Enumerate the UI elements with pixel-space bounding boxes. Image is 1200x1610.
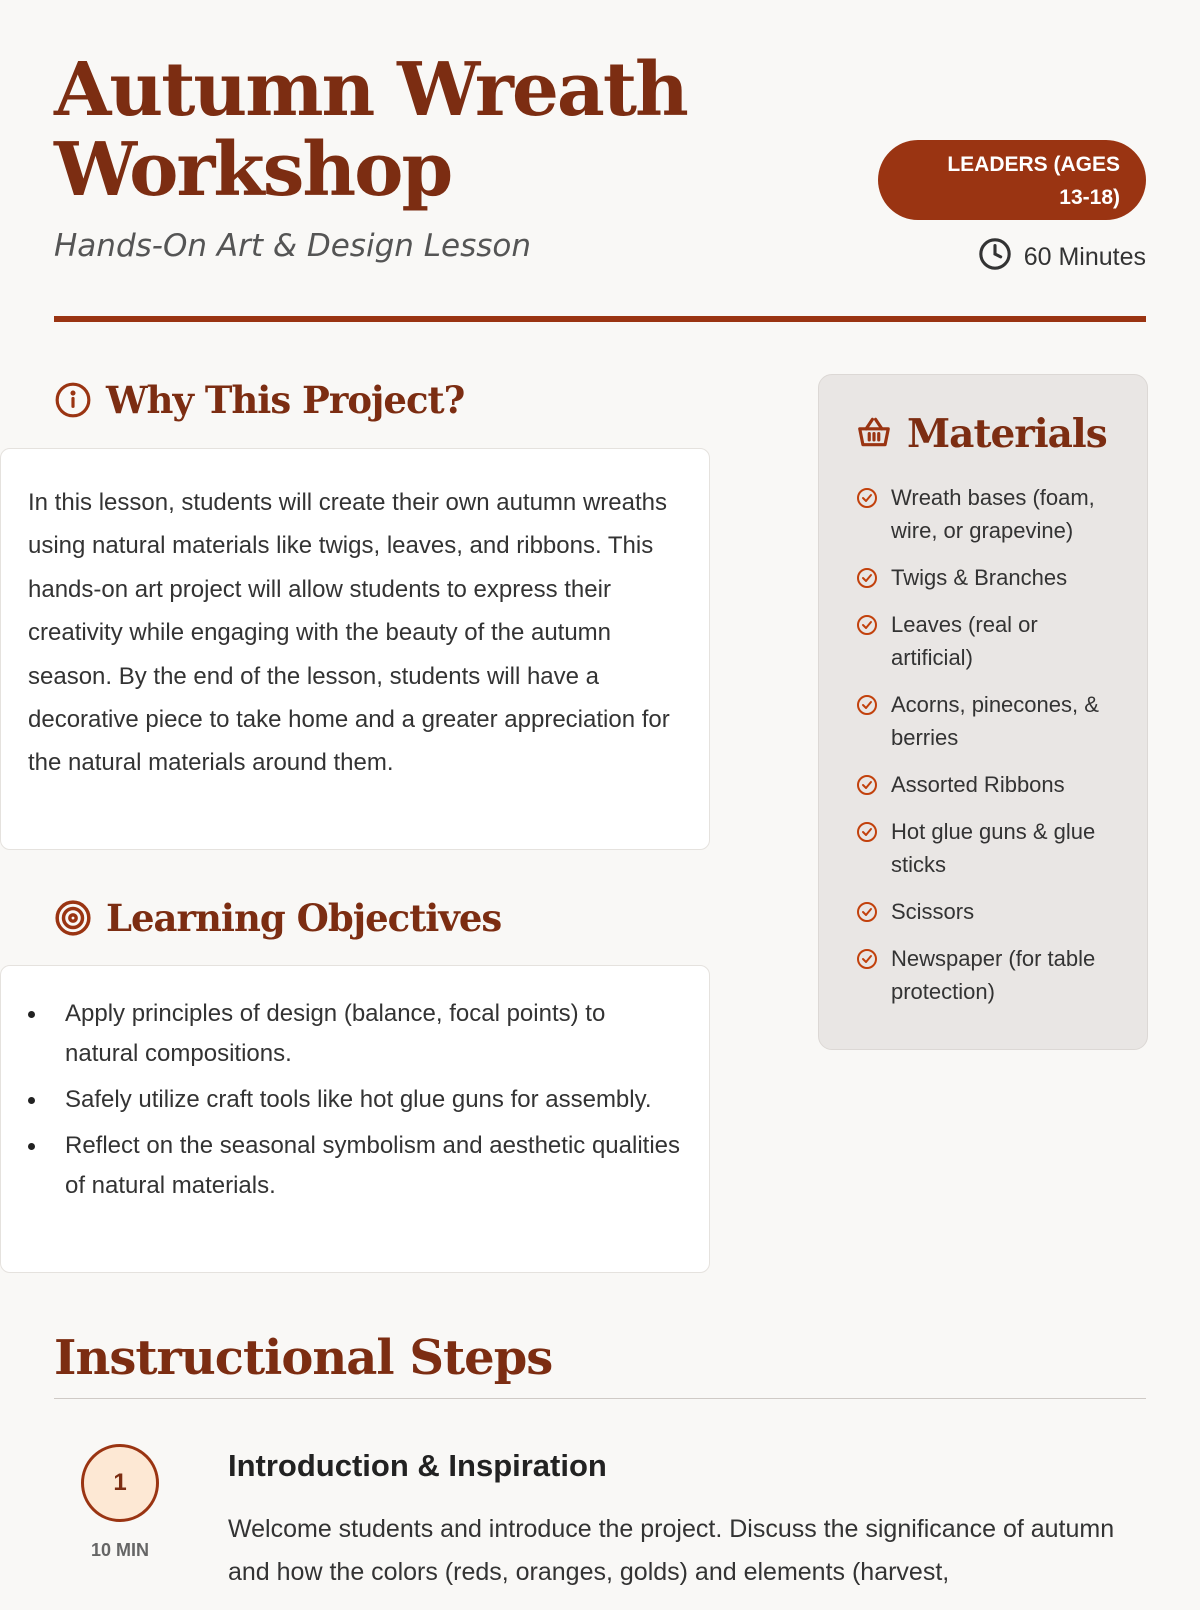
- duration-text: 60 Minutes: [1023, 243, 1146, 271]
- material-item: [855, 688, 1117, 754]
- material-label: Assorted Ribbons: [891, 772, 1065, 797]
- materials-heading-row: [855, 411, 1117, 457]
- info-icon: [54, 381, 92, 419]
- check-circle-icon: [855, 693, 879, 717]
- material-label: Wreath bases (foam, wire, or grapevine): [891, 485, 1095, 543]
- material-item: [855, 561, 1117, 594]
- material-label: Scissors: [891, 899, 975, 924]
- step-text: Welcome students and introduce the project. Discuss the significance of autumn and how the colors (reds, oranges, golds) and elements (harvest,: [228, 1515, 1115, 1586]
- material-label: Twigs & Branches: [891, 565, 1068, 590]
- page-title: Autumn Wreath Workshop: [54, 47, 687, 213]
- target-icon: [54, 899, 92, 937]
- clock-icon: [978, 237, 1012, 278]
- why-text: In this lesson, students will create their own autumn wreaths using natural materials like twigs, leaves, and ribbons. This hands-on art project will allow students to express their creativity while engaging with the beauty of the autumn season. By the end of the lesson, students will have a decorative piece to take home and a greater appreciation for the natural materials around them.: [28, 489, 670, 777]
- step-title: Introduction & Inspiration: [228, 1448, 607, 1483]
- step-time: 10 MIN: [90, 1540, 150, 1560]
- check-circle-icon: [855, 820, 879, 844]
- material-item: [855, 942, 1117, 1008]
- page-header: [54, 0, 1146, 322]
- basket-icon: [855, 413, 893, 456]
- check-circle-icon: [855, 486, 879, 510]
- duration: [978, 237, 1146, 278]
- material-item: [855, 895, 1117, 928]
- material-label: Hot glue guns & glue sticks: [891, 819, 1096, 877]
- why-section-heading: [54, 372, 464, 428]
- step-number: 1: [81, 1444, 159, 1522]
- check-circle-icon: [855, 773, 879, 797]
- material-item: [855, 815, 1117, 881]
- material-item: [855, 768, 1117, 801]
- objectives-section-heading: [54, 890, 501, 946]
- steps-heading: Instructional Steps: [54, 1330, 1146, 1399]
- materials-list: [855, 481, 1117, 1008]
- page-subtitle: Hands-On Art & Design Lesson: [54, 228, 532, 264]
- check-circle-icon: [855, 900, 879, 924]
- material-label: Newspaper (for table protection): [891, 946, 1096, 1004]
- material-item: [855, 481, 1117, 547]
- objective-item: Reflect on the seasonal symbolism and aesthetic qualities of natural materials.: [28, 1126, 683, 1206]
- material-label: Leaves (real or artificial): [891, 612, 1038, 670]
- check-circle-icon: [855, 947, 879, 971]
- material-item: [855, 608, 1117, 674]
- objectives-card: [0, 965, 710, 1273]
- step-item: [54, 1440, 1146, 1610]
- audience-badge: LEADERS (AGES 13-18): [878, 140, 1146, 220]
- objective-item: Apply principles of design (balance, focal points) to natural compositions.: [28, 994, 683, 1074]
- materials-panel: [818, 374, 1148, 1050]
- why-card: [0, 448, 710, 850]
- material-label: Acorns, pinecones, & berries: [891, 692, 1099, 750]
- check-circle-icon: [855, 566, 879, 590]
- why-heading: Why This Project?: [106, 378, 465, 422]
- check-circle-icon: [855, 613, 879, 637]
- objective-item: Safely utilize craft tools like hot glue guns for assembly.: [28, 1080, 683, 1120]
- objectives-list: [28, 994, 683, 1206]
- materials-heading: Materials: [907, 411, 1107, 457]
- objectives-heading: Learning Objectives: [106, 896, 502, 940]
